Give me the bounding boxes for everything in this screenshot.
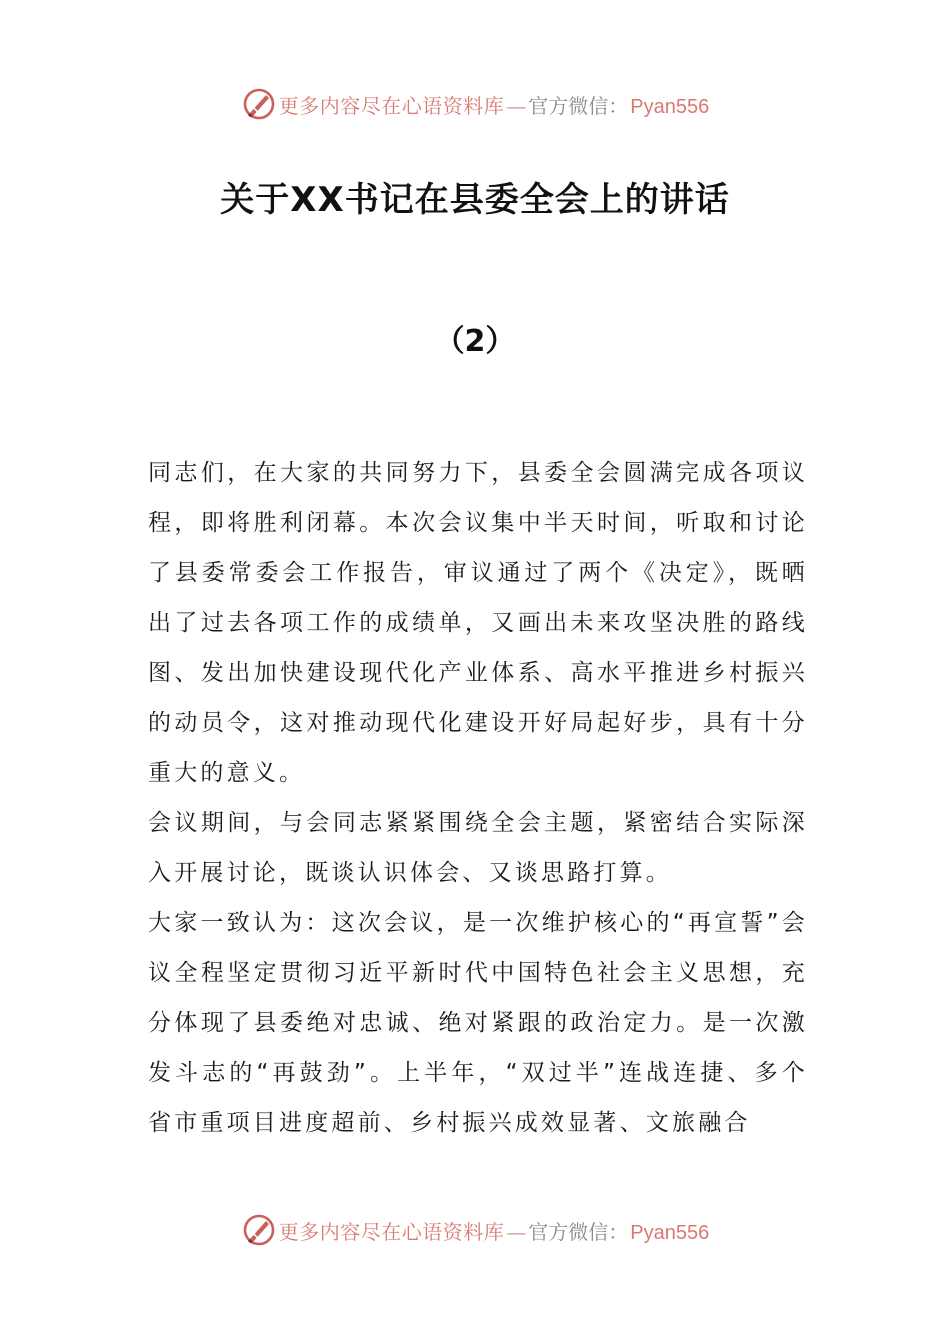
banner-wechat-label: 官方微信： [528, 1219, 629, 1244]
banner-main-text: 更多内容尽在心语资料库 [278, 1219, 505, 1244]
banner-main-text: 更多内容尽在心语资料库 [278, 93, 505, 118]
banner-text [279, 90, 709, 119]
body-paragraph: 会议期间，与会同志紧紧围绕全会主题，紧密结合实际深入开展讨论，既谈认识体会、又谈思路打算。 [148, 810, 808, 886]
document-subtitle: （2） [434, 324, 516, 359]
document-title: 关于XX书记在县委全会上的讲话 [220, 180, 730, 220]
banner-wechat-id: Pyan556 [630, 95, 710, 118]
pen-logo-icon [241, 1212, 277, 1248]
body-paragraph: 大家一致认为：这次会议，是一次维护核心的“再宣誓”会议全程坚定贯彻习近平新时代中国特色社会主义思想，充分体现了县委绝对忠诚、绝对紧跟的政治定力。是一次激发斗志的“再鼓劲”。上半年，“双过半”连战连捷、多个省市重项目进度超前、乡村振兴成效显著、文旅融合 [148, 910, 808, 1136]
banner-wechat-label: 官方微信： [528, 93, 629, 118]
banner-text [279, 1216, 709, 1245]
banner-wechat-id: Pyan556 [630, 1221, 710, 1244]
banner-separator: — [506, 1219, 527, 1244]
document-body [148, 448, 808, 1148]
pen-logo-icon [241, 86, 277, 122]
header-banner [0, 82, 950, 126]
banner-separator: — [506, 93, 527, 118]
footer-banner [0, 1208, 950, 1252]
body-paragraph: 同志们，在大家的共同努力下，县委全会圆满完成各项议程，即将胜利闭幕。本次会议集中半天时间，听取和讨论了县委常委会工作报告，审议通过了两个《决定》，既晒出了过去各项工作的成绩单，又画出未来攻坚决胜的路线图、发出加快建设现代化产业体系、高水平推进乡村振兴的动员令，这对推动现代化建设开好局起好步，具有十分重大的意义。 [148, 460, 808, 786]
